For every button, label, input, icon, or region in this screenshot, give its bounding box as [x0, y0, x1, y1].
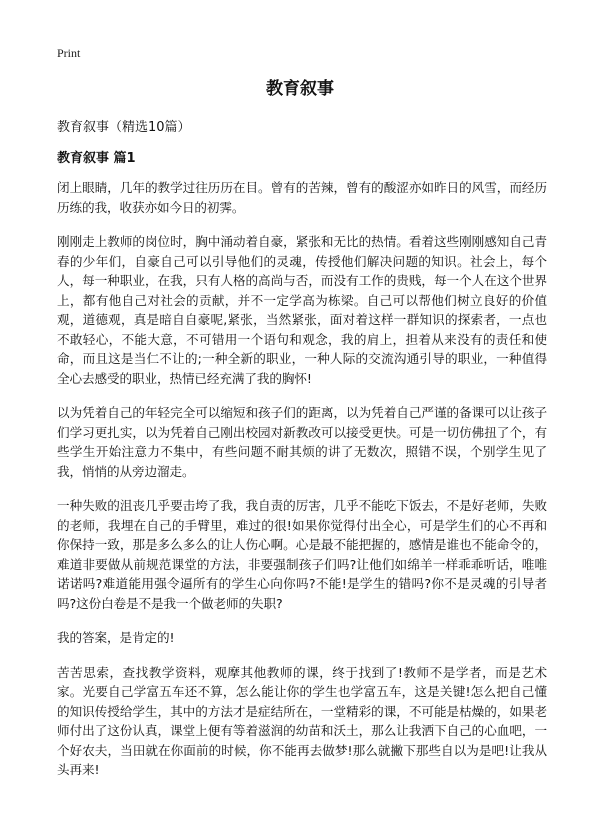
paragraph-6: 苦苦思索，查找教学资料，观摩其他教师的课，终于找到了!教师不是学者，而是艺术家。光要自己学富五车还不算，怎么能让你的学生也学富五车，这是关键!怎么把自己懂的知识传授给学生，其中的方法才是症结所在，一堂精彩的课，不可能是枯燥的，如果老师付出了这份认真，课堂上便有等着滋润的幼苗和沃土，那么让我洒下自己的心血吧，一个好农夫，当田就在你面前的时候，你不能再去做梦!那么就撇下那些自以为是吧!让我从头再来!: [57, 664, 547, 777]
article-body: [57, 178, 547, 795]
paragraph-3: 以为凭着自己的年轻完全可以缩短和孩子们的距离，以为凭着自己严谨的备课可以让孩子们学习更扎实，以为凭着自己刚出校园对新教改可以接受更快。可是一切仿佛扭了个，有些学生开始注意力不集中，有些问题不耐其烦的讲了无数次，照错不误，个别学生见了我，悄悄的从旁边溜走。: [57, 405, 547, 479]
paragraph-4: 一种失败的沮丧几乎要击垮了我，我自责的厉害，几乎不能吃下饭去，不是好老师，失败的老师，我埋在自己的手臂里，难过的很!如果你觉得付出全心，可是学生们的心不再和你保持一致，那是多么多么的让人伤心啊。心是最不能把握的，感情是谁也不能命令的，难道非要做从前规范课堂的方法，非要强制孩子们吗?让他们如绵羊一样乖乖听话，唯唯诺诺吗?难道能用强令逼所有的学生心向你吗?不能!是学生的错吗?你不是灵魂的引导者吗?这份白卷是不是我一个做老师的失职?: [57, 498, 547, 611]
paragraph-1: 闭上眼睛，几年的教学过往历历在目。曾有的苦辣，曾有的酸涩亦如昨日的风雪，而经历历练的我，收获亦如今日的初霁。: [57, 180, 547, 215]
document-title: 教育叙事: [266, 79, 334, 99]
paragraph-2: 刚刚走上教师的岗位时，胸中涌动着自豪，紧张和无比的热情。看着这些刚刚感知自己青春的少年们，自豪自己可以引导他们的灵魂，传授他们解决问题的知识。社会上，每个人，每一种职业，在我，只有人格的高尚与否，而没有工作的贵贱，每一个人在这个世界上，都有他自己对社会的贡献，并不一定学高为栋梁。自己可以帮他们树立良好的价值观，道德观，真是暗自自豪呢,紧张，当然紧张，面对着这样一群知识的探索者，一点也不敢轻心，不能大意，不可错用一个语句和观念，我的肩上，担着从来没有的责任和使命，而且这是当仁不让的;一种全新的职业，一种人际的交流沟通引导的职业，一种值得全心去感受的职业，热情已经充满了我的胸怀!: [57, 234, 547, 386]
section-heading: 教育叙事 篇1: [57, 151, 136, 166]
document-subtitle: 教育叙事（精选10篇）: [57, 120, 191, 135]
paragraph-5: 我的答案，是肯定的!: [57, 630, 175, 645]
print-label: Print: [57, 46, 81, 60]
